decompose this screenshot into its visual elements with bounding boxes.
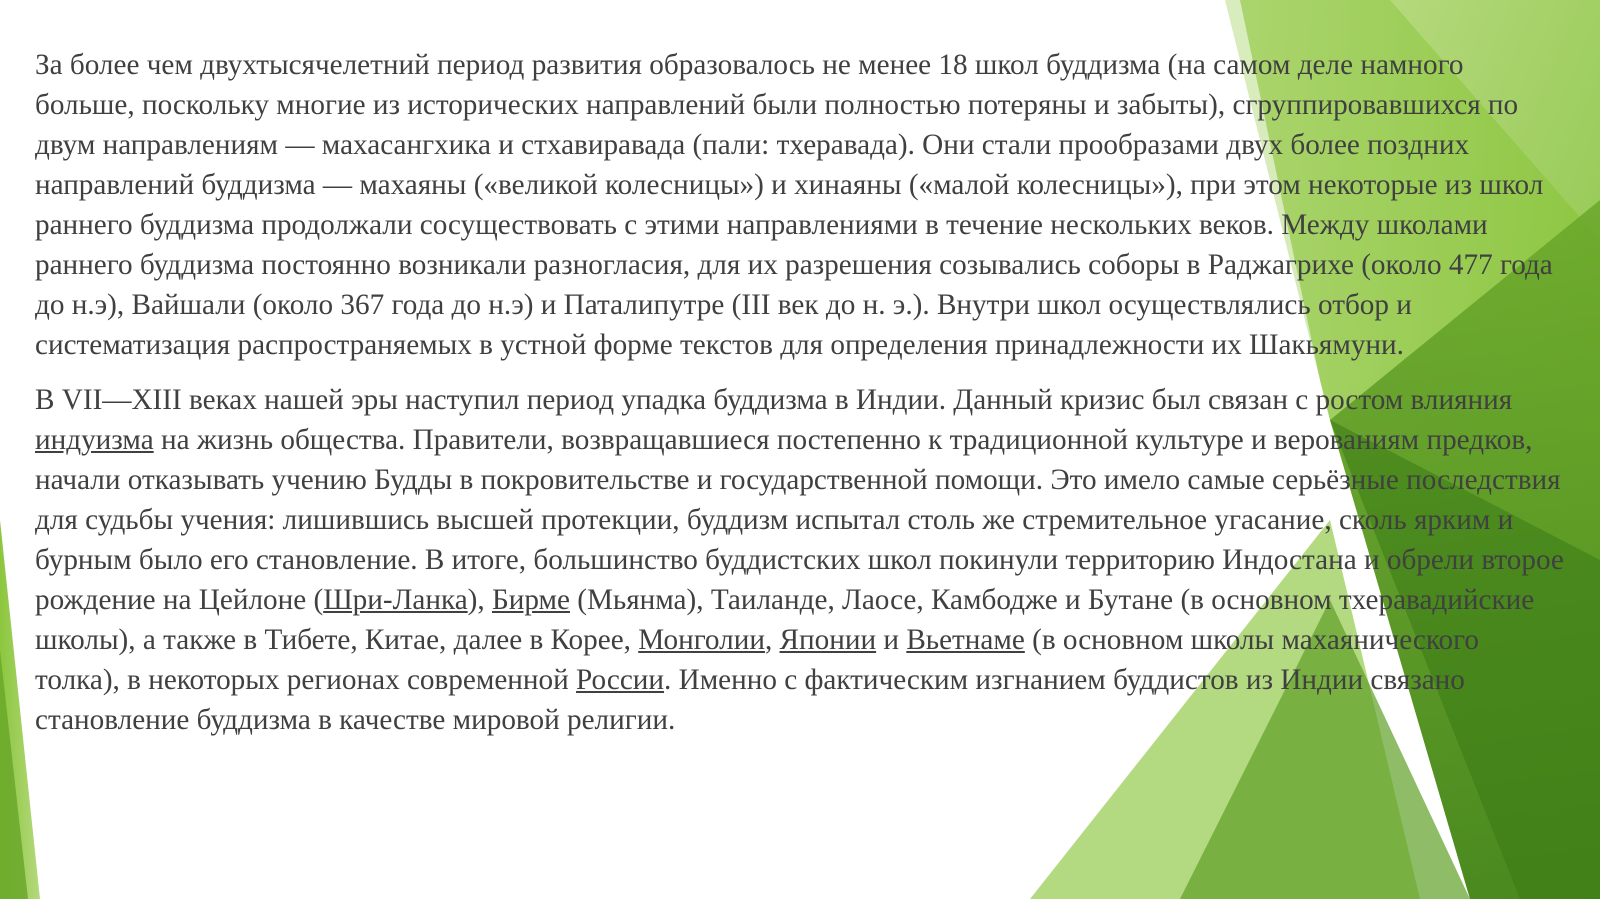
link-hinduism[interactable]: индуизма	[35, 424, 154, 456]
text-span: (Мьянма), Таиланде, Лаосе, Камбодже и Бутане (в основном тхеравадийские школы), а также в Тибете, Китае, далее в Корее,	[35, 584, 1535, 656]
text-span: и	[876, 624, 907, 656]
text-span: . Именно с фактическим изгнанием буддистов из Индии связано становление буддизма в качестве мировой религии.	[35, 664, 1465, 736]
text-span: (в основном школы махаянического толка), в некоторых регионах современной	[35, 624, 1479, 696]
link-japan[interactable]: Японии	[779, 624, 877, 656]
link-mongolia[interactable]: Монголии	[638, 624, 765, 656]
link-sri-lanka[interactable]: Шри-Ланка	[323, 584, 468, 616]
link-burma[interactable]: Бирме	[491, 584, 570, 616]
paragraph-schools: За более чем двухтысячелетний период развития образовалось не менее 18 школ буддизма (на самом деле намного больше, поскольку многие из исторических направлений были полностью потеряны и забыты), сгруппировавшихся по двум направлениям — махасангхика и стхавиравада (пали: тхеравада). Они стали прообразами двух более поздних направлений буддизма — махаяны («великой колесницы») и хинаяны («малой колесницы»), при этом некоторые из школ раннего буддизма продолжали сосуществовать с этими направлениями в течение нескольких веков. Между школами раннего буддизма постоянно возникали разногласия, для их разрешения созывались соборы в Раджагрихе (около 477 года до н.э), Вайшали (около 367 года до н.э) и Паталипутре (III век до н. э.). Внутри школ осуществлялись отбор и систематизация распространяемых в устной форме текстов для определения принадлежности их Шакьямуни.	[35, 49, 1553, 361]
link-vietnam[interactable]: Вьетнаме	[906, 624, 1025, 656]
text-span: ),	[467, 584, 492, 616]
text-span: В VII—XIII веках нашей эры наступил период упадка буддизма в Индии. Данный кризис был связан с ростом влияния	[35, 384, 1513, 416]
slide-body-text	[35, 45, 1570, 755]
text-span: ,	[764, 624, 780, 656]
text-span: на жизнь общества. Правители, возвращавшиеся постепенно к традиционной культуре и верованиям предков, начали отказывать учению Будды в покровительстве и государственной помощи. Это имело самые серьёзные последствия для судьбы учения: лишившись высшей протекции, буддизм испытал столь же стремительное угасание, сколь ярким и бурным было его становление. В итоге, большинство буддистских школ покинули территорию Индостана и обрели второе рождение на Цейлоне (	[35, 424, 1564, 616]
link-russia[interactable]: России	[576, 664, 665, 696]
paragraph-decline	[35, 380, 1570, 740]
